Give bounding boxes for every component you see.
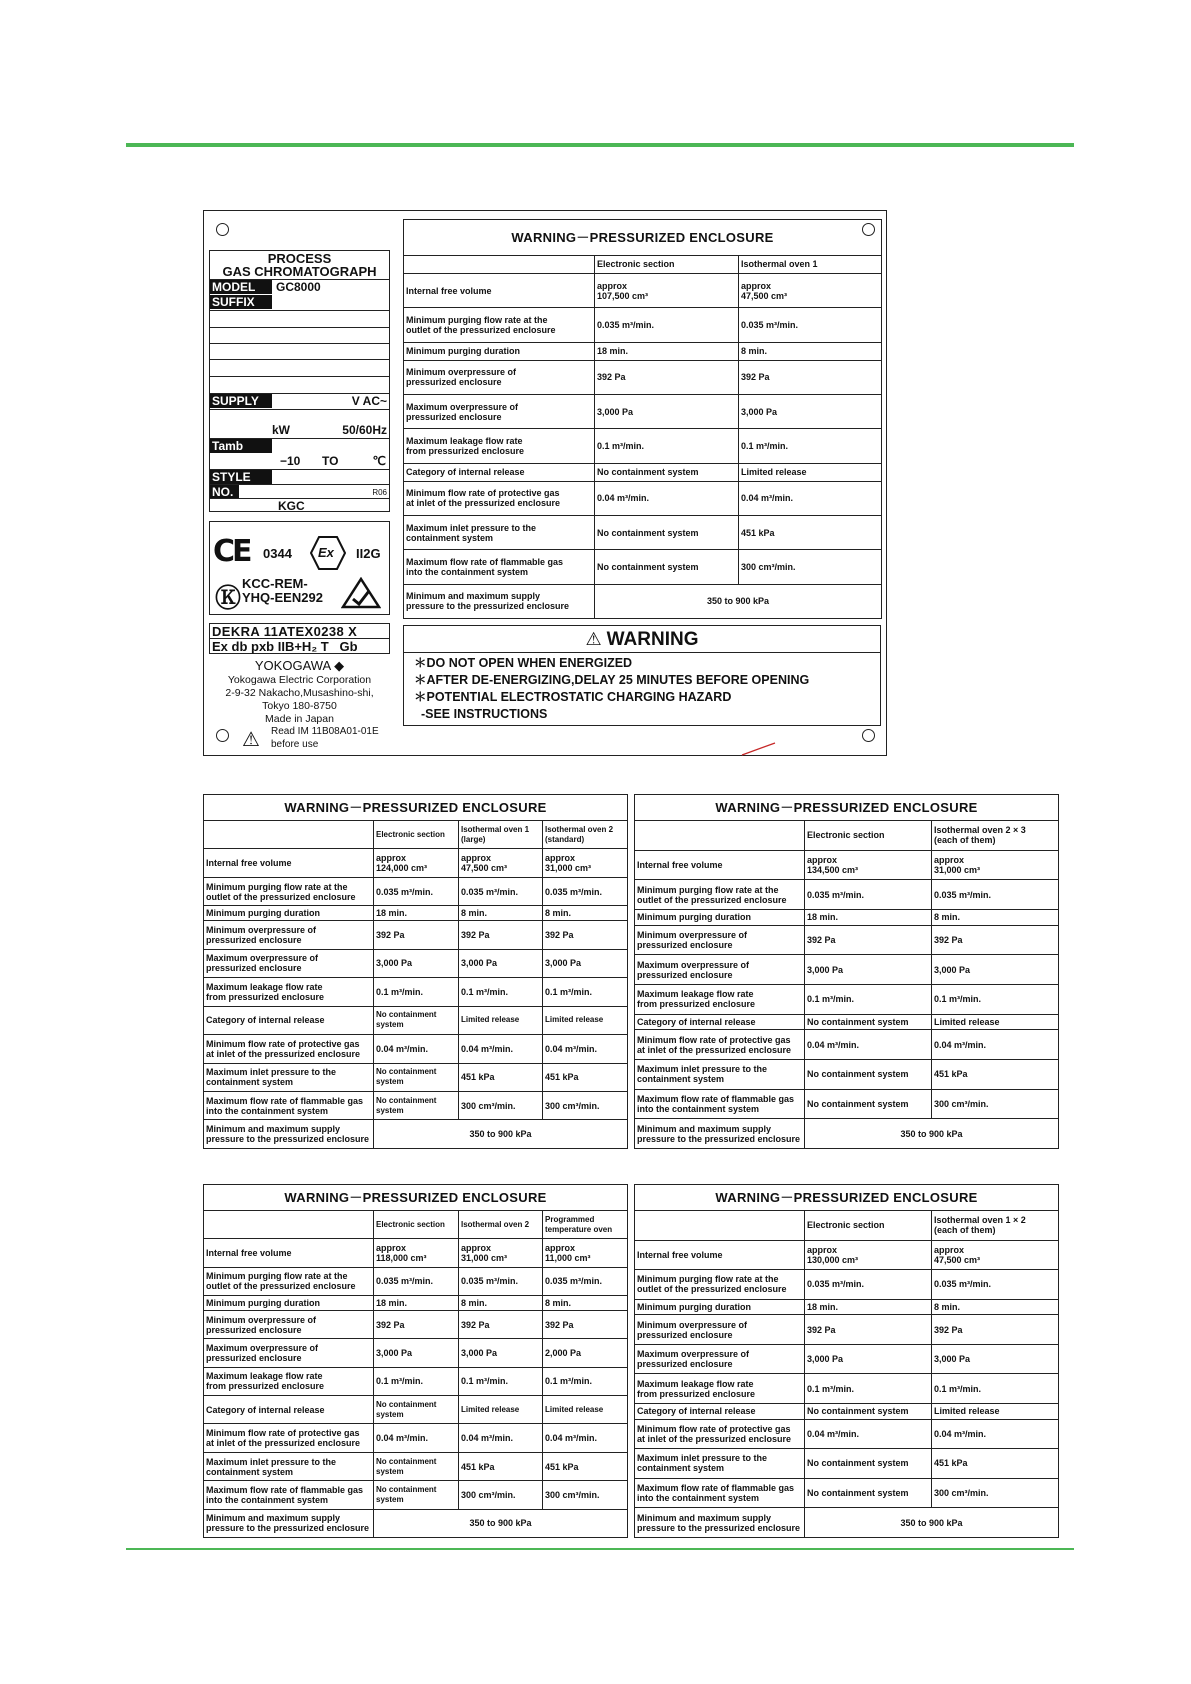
- no-label: NO.: [210, 485, 239, 499]
- row-label: Maximum leakage flow rate from pressurized enclosure: [204, 1367, 374, 1395]
- value-cell: 392 Pa: [932, 1315, 1059, 1345]
- row-label: Maximum flow rate of flammable gas into the containment system: [635, 1478, 805, 1508]
- row-label: Minimum overpressure of pressurized enclosure: [204, 1310, 374, 1338]
- value-cell: 0.035 m³/min.: [543, 1267, 628, 1295]
- value-cell: 0.04 m³/min.: [459, 1424, 543, 1452]
- row-label: Maximum overpressure of pressurized enclosure: [204, 1339, 374, 1367]
- column-header: Isothermal oven 2 (standard): [543, 821, 628, 849]
- value-cell: 300 cm³/min.: [543, 1481, 628, 1509]
- row-label: Minimum purging duration: [204, 1296, 374, 1311]
- atex-box: [209, 623, 390, 654]
- value-cell: No containment system: [805, 1014, 932, 1030]
- rcm-mark-icon: [341, 577, 381, 609]
- value-cell: 0.1 m³/min.: [374, 978, 459, 1006]
- value-cell: 0.1 m³/min.: [932, 1374, 1059, 1404]
- value-cell: 8 min.: [459, 906, 543, 921]
- row-label: Minimum purging flow rate at the outlet of the pressurized enclosure: [204, 877, 374, 905]
- value-cell: 451 kPa: [932, 1449, 1059, 1479]
- value-cell: 0.1 m³/min.: [739, 429, 882, 463]
- row-label: Minimum purging duration: [404, 342, 595, 360]
- value-cell: 0.035 m³/min.: [459, 1267, 543, 1295]
- row-label: Maximum leakage flow rate from pressurized enclosure: [404, 429, 595, 463]
- column-header: Electronic section: [374, 821, 459, 849]
- row-label: Maximum flow rate of flammable gas into the containment system: [204, 1481, 374, 1509]
- row-label: Minimum flow rate of protective gas at inlet of the pressurized enclosure: [404, 481, 595, 515]
- value-cell: No containment system: [805, 1404, 932, 1420]
- row-label: Minimum and maximum supply pressure to the pressurized enclosure: [204, 1120, 374, 1149]
- value-cell: No containment system: [595, 515, 739, 549]
- value-cell: No containment system: [805, 1059, 932, 1089]
- value-cell: 350 to 900 kPa: [374, 1509, 628, 1537]
- value-cell: 8 min.: [932, 910, 1059, 926]
- value-cell: 0.1 m³/min.: [805, 1374, 932, 1404]
- value-cell: No containment system: [595, 550, 739, 584]
- warning-table-oven1x2: [634, 1184, 1059, 1538]
- value-cell: 0.04 m³/min.: [932, 1030, 1059, 1060]
- header-blank: [635, 821, 805, 851]
- value-cell: approx 31,000 cm³: [459, 1239, 543, 1267]
- row-label: Maximum inlet pressure to the containment system: [204, 1063, 374, 1091]
- value-cell: 392 Pa: [543, 921, 628, 949]
- supply-unit: V AC~: [351, 394, 387, 408]
- value-cell: 3,000 Pa: [805, 1344, 932, 1374]
- value-cell: 392 Pa: [805, 1315, 932, 1345]
- row-label: Maximum flow rate of flammable gas into the containment system: [204, 1091, 374, 1119]
- nameplate: [203, 210, 887, 756]
- value-cell: 0.035 m³/min.: [739, 308, 882, 342]
- row-label: Maximum inlet pressure to the containment system: [204, 1452, 374, 1480]
- no-code: R06: [372, 488, 387, 497]
- value-cell: Limited release: [932, 1404, 1059, 1420]
- row-label: Minimum purging duration: [204, 906, 374, 921]
- value-cell: 0.1 m³/min.: [932, 984, 1059, 1014]
- value-cell: 3,000 Pa: [374, 1339, 459, 1367]
- column-header: Electronic section: [805, 1211, 932, 1241]
- ce-mark-icon: CE: [213, 534, 250, 569]
- table-title: WARNING－PRESSURIZED ENCLOSURE: [204, 1185, 628, 1211]
- address-line2: Tokyo 180-8750: [262, 700, 337, 712]
- warning-table-two-ovens: [203, 794, 628, 1149]
- warning-triangle-icon: ⚠: [242, 729, 260, 751]
- row-label: Minimum and maximum supply pressure to the pressurized enclosure: [635, 1119, 805, 1149]
- warning-line: ＊DO NOT OPEN WHEN ENERGIZED: [414, 656, 633, 670]
- read-manual-line2: before use: [271, 739, 319, 750]
- value-cell: 18 min.: [374, 1296, 459, 1311]
- row-label: Category of internal release: [204, 1006, 374, 1034]
- value-cell: 0.04 m³/min.: [543, 1424, 628, 1452]
- value-cell: No containment system: [374, 1452, 459, 1480]
- value-cell: approx 11,000 cm³: [543, 1239, 628, 1267]
- value-cell: 3,000 Pa: [739, 394, 882, 428]
- warning-table-programmed-oven: [203, 1184, 628, 1538]
- value-cell: 392 Pa: [459, 921, 543, 949]
- row-label: Maximum leakage flow rate from pressurized enclosure: [635, 984, 805, 1014]
- made-in: Made in Japan: [265, 713, 334, 725]
- row-label: Minimum flow rate of protective gas at inlet of the pressurized enclosure: [204, 1424, 374, 1452]
- value-cell: Limited release: [543, 1396, 628, 1424]
- warning-heading: ⚠ WARNING: [404, 626, 880, 653]
- value-cell: No containment system: [805, 1449, 932, 1479]
- row-label: Minimum overpressure of pressurized enclosure: [404, 360, 595, 394]
- column-header: Electronic section: [374, 1211, 459, 1239]
- value-cell: 451 kPa: [543, 1452, 628, 1480]
- value-cell: 0.1 m³/min.: [595, 429, 739, 463]
- company-name: Yokogawa Electric Corporation: [227, 674, 372, 686]
- ex-group: II2G: [356, 546, 381, 561]
- red-mark-stroke: [741, 741, 777, 757]
- product-name: GAS CHROMATOGRAPH: [222, 264, 377, 279]
- read-manual-line1: Read IM 11B08A01-01E: [271, 726, 379, 737]
- value-cell: 0.035 m³/min.: [932, 880, 1059, 910]
- row-label: Minimum purging flow rate at the outlet of the pressurized enclosure: [635, 1270, 805, 1300]
- value-cell: 3,000 Pa: [459, 949, 543, 977]
- warning-lines: [404, 653, 880, 723]
- process-label: PROCESS: [267, 251, 332, 266]
- table-title: WARNING－PRESSURIZED ENCLOSURE: [635, 795, 1059, 821]
- column-header: Isothermal oven 2 × 3 (each of them): [932, 821, 1059, 851]
- value-cell: 392 Pa: [805, 925, 932, 955]
- value-cell: 18 min.: [805, 1299, 932, 1315]
- warning-triangle-icon: ⚠: [585, 629, 607, 649]
- column-header: Electronic section: [805, 821, 932, 851]
- value-cell: 0.1 m³/min.: [459, 1367, 543, 1395]
- row-label: Category of internal release: [635, 1014, 805, 1030]
- value-cell: 2,000 Pa: [543, 1339, 628, 1367]
- kw-unit: kW: [272, 423, 290, 437]
- value-cell: Limited release: [739, 463, 882, 481]
- value-cell: 18 min.: [805, 910, 932, 926]
- value-cell: No containment system: [374, 1091, 459, 1119]
- supply-label: SUPPLY: [210, 394, 272, 408]
- value-cell: 0.035 m³/min.: [805, 1270, 932, 1300]
- row-label: Maximum overpressure of pressurized enclosure: [635, 1344, 805, 1374]
- plate-warning-table: [403, 219, 882, 619]
- row-label: Minimum purging flow rate at the outlet of the pressurized enclosure: [204, 1267, 374, 1295]
- row-label: Minimum purging flow rate at the outlet of the pressurized enclosure: [635, 880, 805, 910]
- column-header: Isothermal oven 1 (large): [459, 821, 543, 849]
- column-header: Electronic section: [595, 256, 739, 274]
- value-cell: 0.04 m³/min.: [459, 1035, 543, 1063]
- value-cell: approx 47,500 cm³: [932, 1240, 1059, 1270]
- row-label: Minimum purging flow rate at the outlet of the pressurized enclosure: [404, 308, 595, 342]
- row-label: Category of internal release: [635, 1404, 805, 1420]
- value-cell: 0.035 m³/min.: [805, 880, 932, 910]
- row-label: Maximum inlet pressure to the containment system: [635, 1059, 805, 1089]
- value-cell: No containment system: [374, 1006, 459, 1034]
- value-cell: 350 to 900 kPa: [805, 1119, 1059, 1149]
- row-label: Minimum flow rate of protective gas at inlet of the pressurized enclosure: [635, 1419, 805, 1449]
- column-header: Isothermal oven 1: [739, 256, 882, 274]
- value-cell: 392 Pa: [543, 1310, 628, 1338]
- row-label: Minimum purging duration: [635, 910, 805, 926]
- value-cell: 0.04 m³/min.: [739, 481, 882, 515]
- value-cell: approx 107,500 cm³: [595, 273, 739, 307]
- table-title: WARNING－PRESSURIZED ENCLOSURE: [404, 220, 882, 256]
- row-label: Minimum flow rate of protective gas at inlet of the pressurized enclosure: [635, 1030, 805, 1060]
- value-cell: 8 min.: [739, 342, 882, 360]
- value-cell: 0.04 m³/min.: [374, 1424, 459, 1452]
- value-cell: No containment system: [595, 463, 739, 481]
- warning-line: ＊POTENTIAL ELECTROSTATIC CHARGING HAZARD: [414, 690, 732, 704]
- dekra-cert: DEKRA 11ATEX0238 X: [212, 624, 358, 639]
- value-cell: 350 to 900 kPa: [595, 584, 882, 618]
- kgc-label: KGC: [278, 499, 305, 513]
- value-cell: 392 Pa: [932, 925, 1059, 955]
- value-cell: 451 kPa: [932, 1059, 1059, 1089]
- address-line1: 2-9-32 Nakacho,Musashino-shi,: [225, 687, 374, 699]
- value-cell: 3,000 Pa: [932, 1344, 1059, 1374]
- value-cell: 3,000 Pa: [595, 394, 739, 428]
- mounting-hole-icon: [862, 729, 875, 742]
- suffix-label: SUFFIX: [210, 295, 272, 309]
- row-label: Maximum flow rate of flammable gas into the containment system: [404, 550, 595, 584]
- value-cell: No containment system: [805, 1089, 932, 1119]
- column-header: Isothermal oven 1 × 2 (each of them): [932, 1211, 1059, 1241]
- value-cell: 0.1 m³/min.: [805, 984, 932, 1014]
- value-cell: 451 kPa: [739, 515, 882, 549]
- value-cell: Limited release: [932, 1014, 1059, 1030]
- value-cell: 0.035 m³/min.: [595, 308, 739, 342]
- value-cell: 8 min.: [932, 1299, 1059, 1315]
- value-cell: No containment system: [805, 1478, 932, 1508]
- ex-code: Ex db pxb IIB+H₂ T Gb: [212, 639, 358, 654]
- warning-line: ＊AFTER DE-ENERGIZING,DELAY 25 MINUTES BEFORE OPENING: [414, 673, 810, 687]
- row-label: Maximum overpressure of pressurized enclosure: [404, 394, 595, 428]
- kc-line1: KCC-REM-: [242, 576, 308, 591]
- value-cell: 392 Pa: [459, 1310, 543, 1338]
- table-title: WARNING－PRESSURIZED ENCLOSURE: [204, 795, 628, 821]
- row-label: Minimum overpressure of pressurized enclosure: [635, 925, 805, 955]
- row-label: Minimum and maximum supply pressure to the pressurized enclosure: [404, 584, 595, 618]
- row-label: Maximum leakage flow rate from pressurized enclosure: [204, 978, 374, 1006]
- value-cell: 0.04 m³/min.: [805, 1419, 932, 1449]
- row-label: Internal free volume: [204, 1239, 374, 1267]
- value-cell: 0.1 m³/min.: [543, 978, 628, 1006]
- value-cell: No containment system: [374, 1481, 459, 1509]
- row-label: Maximum inlet pressure to the containment system: [635, 1449, 805, 1479]
- value-cell: 8 min.: [543, 1296, 628, 1311]
- value-cell: 0.04 m³/min.: [932, 1419, 1059, 1449]
- row-label: Minimum purging duration: [635, 1299, 805, 1315]
- value-cell: 8 min.: [543, 906, 628, 921]
- mounting-hole-icon: [216, 223, 229, 236]
- row-label: Minimum and maximum supply pressure to the pressurized enclosure: [204, 1509, 374, 1537]
- row-label: Maximum leakage flow rate from pressurized enclosure: [635, 1374, 805, 1404]
- tamb-low: −10: [280, 454, 301, 468]
- value-cell: No containment system: [374, 1063, 459, 1091]
- kc-mark-icon: Ⓚ: [215, 583, 242, 613]
- mounting-hole-icon: [216, 729, 229, 742]
- row-label: Maximum inlet pressure to the containment system: [404, 515, 595, 549]
- value-cell: 0.04 m³/min.: [805, 1030, 932, 1060]
- row-label: Maximum overpressure of pressurized enclosure: [204, 949, 374, 977]
- value-cell: 3,000 Pa: [374, 949, 459, 977]
- value-cell: 3,000 Pa: [543, 949, 628, 977]
- cert-code: 0344: [263, 546, 292, 561]
- tamb-unit: ℃: [372, 454, 386, 468]
- value-cell: 300 cm³/min.: [932, 1089, 1059, 1119]
- header-blank: [204, 1211, 374, 1239]
- value-cell: No containment system: [374, 1396, 459, 1424]
- model-value: GC8000: [276, 280, 321, 294]
- model-label: MODEL: [210, 280, 272, 294]
- top-green-rule: [126, 143, 1074, 147]
- value-cell: 0.1 m³/min.: [459, 978, 543, 1006]
- value-cell: 350 to 900 kPa: [805, 1508, 1059, 1538]
- table-title: WARNING－PRESSURIZED ENCLOSURE: [635, 1185, 1059, 1211]
- value-cell: 451 kPa: [459, 1063, 543, 1091]
- row-label: Category of internal release: [204, 1396, 374, 1424]
- value-cell: 350 to 900 kPa: [374, 1120, 628, 1149]
- frequency: 50/60Hz: [342, 423, 387, 437]
- value-cell: 0.04 m³/min.: [543, 1035, 628, 1063]
- value-cell: 300 cm³/min.: [459, 1481, 543, 1509]
- value-cell: Limited release: [543, 1006, 628, 1034]
- row-label: Minimum overpressure of pressurized enclosure: [204, 921, 374, 949]
- value-cell: 300 cm³/min.: [932, 1478, 1059, 1508]
- value-cell: 0.1 m³/min.: [543, 1367, 628, 1395]
- value-cell: 392 Pa: [739, 360, 882, 394]
- value-cell: 300 cm³/min.: [459, 1091, 543, 1119]
- warning-box: [403, 625, 881, 726]
- value-cell: Limited release: [459, 1396, 543, 1424]
- row-label: Internal free volume: [635, 850, 805, 880]
- column-header: Isothermal oven 2: [459, 1211, 543, 1239]
- warning-line: -SEE INSTRUCTIONS: [414, 707, 548, 721]
- value-cell: 0.04 m³/min.: [595, 481, 739, 515]
- tamb-label: Tamb: [210, 439, 272, 453]
- value-cell: 0.04 m³/min.: [374, 1035, 459, 1063]
- value-cell: 0.035 m³/min.: [932, 1270, 1059, 1300]
- value-cell: 18 min.: [595, 342, 739, 360]
- value-cell: 300 cm³/min.: [543, 1091, 628, 1119]
- row-label: Internal free volume: [204, 849, 374, 877]
- certification-box: [209, 521, 390, 615]
- bottom-green-rule: [126, 1548, 1074, 1550]
- row-label: Category of internal release: [404, 463, 595, 481]
- value-cell: approx 31,000 cm³: [932, 850, 1059, 880]
- maker-logo: YOKOGAWA ◆: [254, 658, 345, 673]
- value-cell: approx 47,500 cm³: [459, 849, 543, 877]
- column-header: Programmed temperature oven: [543, 1211, 628, 1239]
- warning-table-oven2x3: [634, 794, 1059, 1149]
- header-blank: [204, 821, 374, 849]
- value-cell: 0.035 m³/min.: [374, 877, 459, 905]
- row-label: Minimum overpressure of pressurized enclosure: [635, 1315, 805, 1345]
- value-cell: 300 cm³/min.: [739, 550, 882, 584]
- value-cell: approx 118,000 cm³: [374, 1239, 459, 1267]
- value-cell: 3,000 Pa: [932, 955, 1059, 985]
- value-cell: 0.035 m³/min.: [459, 877, 543, 905]
- value-cell: 0.1 m³/min.: [374, 1367, 459, 1395]
- value-cell: 0.035 m³/min.: [374, 1267, 459, 1295]
- value-cell: 451 kPa: [543, 1063, 628, 1091]
- ex-mark: Ex: [318, 545, 334, 560]
- value-cell: approx 47,500 cm³: [739, 273, 882, 307]
- value-cell: 3,000 Pa: [805, 955, 932, 985]
- row-label: Internal free volume: [404, 273, 595, 307]
- value-cell: 3,000 Pa: [459, 1339, 543, 1367]
- row-label: Maximum flow rate of flammable gas into the containment system: [635, 1089, 805, 1119]
- value-cell: 0.035 m³/min.: [543, 877, 628, 905]
- value-cell: approx 134,500 cm³: [805, 850, 932, 880]
- value-cell: Limited release: [459, 1006, 543, 1034]
- value-cell: 392 Pa: [374, 921, 459, 949]
- spec-box: [209, 250, 390, 512]
- value-cell: approx 124,000 cm³: [374, 849, 459, 877]
- tamb-to: TO: [322, 454, 339, 468]
- value-cell: 18 min.: [374, 906, 459, 921]
- header-blank: [635, 1211, 805, 1241]
- style-label: STYLE: [210, 470, 272, 484]
- row-label: Maximum overpressure of pressurized enclosure: [635, 955, 805, 985]
- value-cell: approx 31,000 cm³: [543, 849, 628, 877]
- value-cell: approx 130,000 cm³: [805, 1240, 932, 1270]
- header-blank: [404, 256, 595, 274]
- value-cell: 451 kPa: [459, 1452, 543, 1480]
- row-label: Minimum and maximum supply pressure to the pressurized enclosure: [635, 1508, 805, 1538]
- value-cell: 8 min.: [459, 1296, 543, 1311]
- value-cell: 392 Pa: [374, 1310, 459, 1338]
- row-label: Internal free volume: [635, 1240, 805, 1270]
- kc-line2: YHQ-EEN292: [242, 590, 323, 605]
- row-label: Minimum flow rate of protective gas at inlet of the pressurized enclosure: [204, 1035, 374, 1063]
- value-cell: 392 Pa: [595, 360, 739, 394]
